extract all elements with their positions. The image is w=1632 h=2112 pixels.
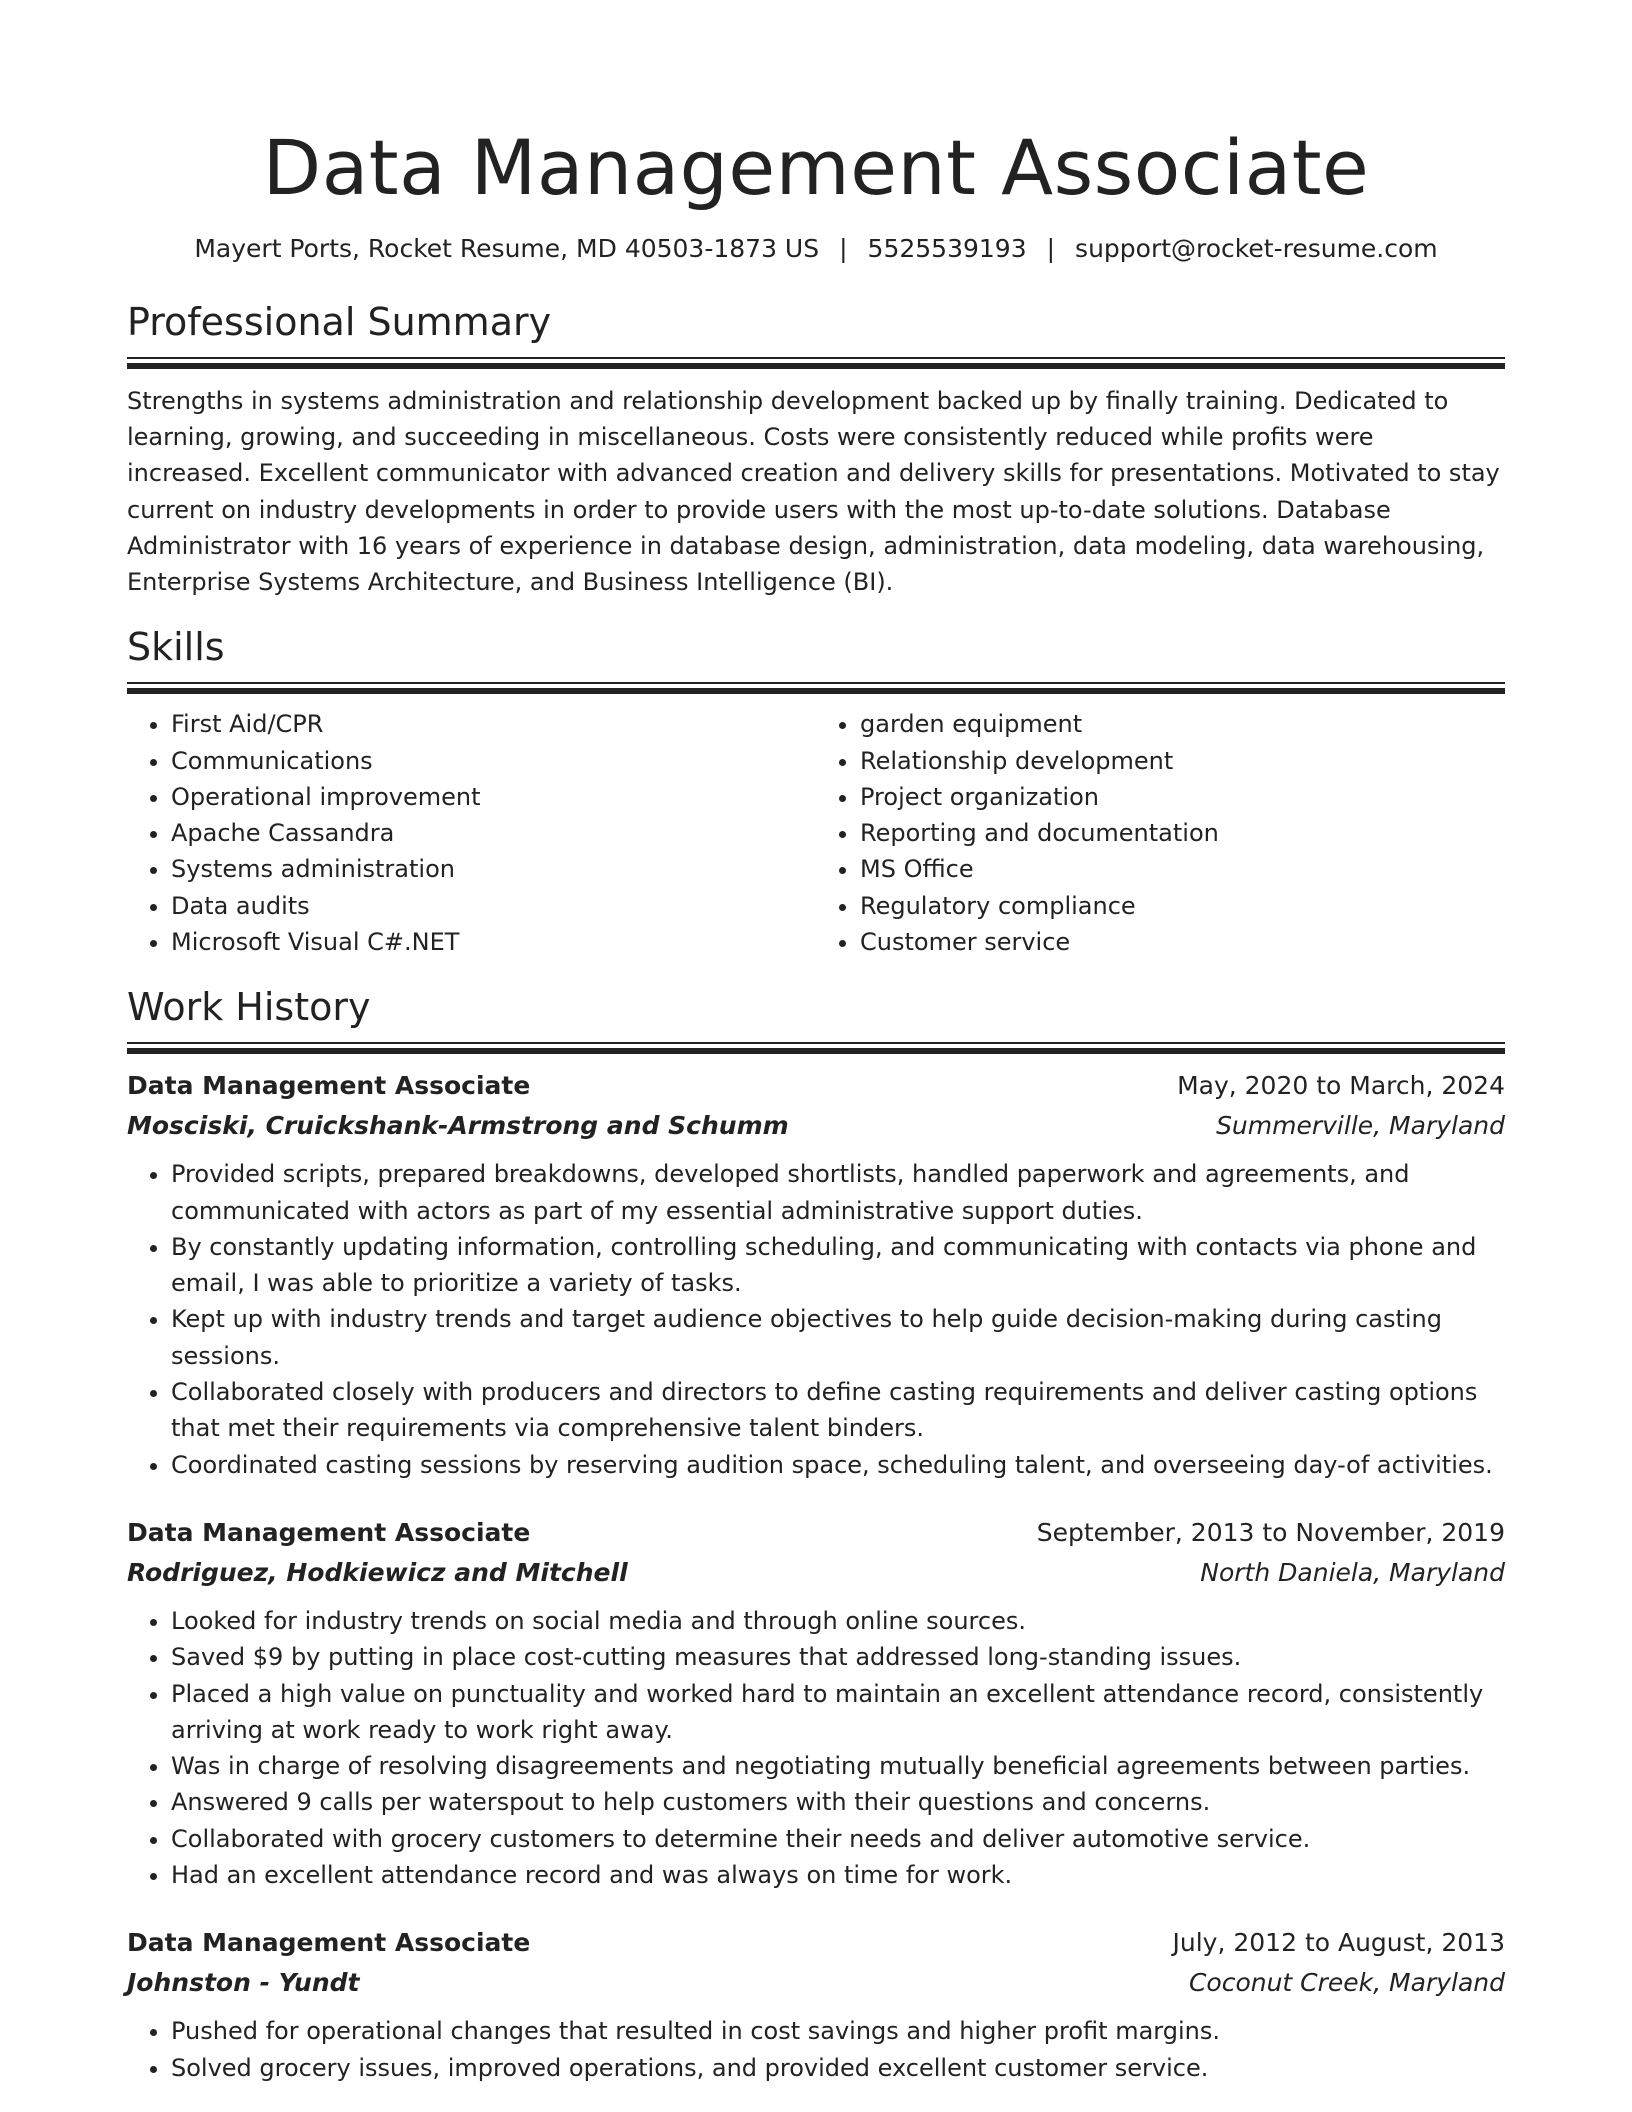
contact-separator: | [1046,234,1056,263]
job-bullets [127,1156,1505,1483]
skills-section [127,622,1505,960]
job-bullet: • Solved grocery issues, improved operations, and provided excellent customer service. [171,2050,1505,2086]
skill-item: • Apache Cassandra [171,815,816,851]
job-company: Mosciski, Cruickshank-Armstrong and Schumm [127,1111,789,1141]
job-bullet: • Looked for industry trends on social media and through online sources. [171,1603,1505,1639]
job-dates: July, 2012 to August, 2013 [1172,1928,1505,1958]
job-entry [127,1513,1505,1893]
job-title: Data Management Associate [127,1071,531,1101]
skill-item: • MS Office [860,851,1505,887]
skill-item: • Systems administration [171,851,816,887]
job-dates: September, 2013 to November, 2019 [1036,1517,1505,1547]
job-location: North Daniela, Maryland [1200,1557,1505,1587]
job-company-row [127,1553,1505,1593]
skills-columns [127,706,1505,960]
job-entry [127,1923,1505,2086]
skill-item: • Communications [171,743,816,779]
job-company-row [127,1963,1505,2003]
job-bullet: • Had an excellent attendance record and was always on time for work. [171,1857,1505,1893]
skill-item: • garden equipment [860,706,1505,742]
skill-item: • Customer service [860,924,1505,960]
skill-item: • First Aid/CPR [171,706,816,742]
job-company: Johnston - Yundt [127,1968,360,1998]
contact-email: support@rocket-resume.com [1075,234,1438,263]
summary-heading: Professional Summary [127,300,552,344]
job-entry [127,1066,1505,1483]
job-header-row [127,1923,1505,1963]
work-section [127,982,1505,2086]
job-location: Coconut Creek, Maryland [1188,1968,1505,1998]
skill-item: • Reporting and documentation [860,815,1505,851]
section-divider [127,682,1505,694]
skill-item: • Regulatory compliance [860,888,1505,924]
job-bullets [127,1603,1505,1893]
job-title: Data Management Associate [127,1928,531,1958]
skill-item: • Operational improvement [171,779,816,815]
job-bullet: • Collaborated closely with producers and directors to define casting requirements and deliver casting options that met their requirements via comprehensive talent binders. [171,1374,1505,1447]
job-bullet: • Was in charge of resolving disagreements and negotiating mutually beneficial agreements between parties. [171,1748,1505,1784]
job-bullet: • Kept up with industry trends and target audience objectives to help guide decision-making during casting sessions. [171,1301,1505,1374]
contact-phone: 5525539193 [867,234,1027,263]
job-bullet: • By constantly updating information, controlling scheduling, and communicating with contacts via phone and email, I was able to prioritize a variety of tasks. [171,1229,1505,1302]
section-divider [127,357,1505,369]
job-company-row [127,1106,1505,1146]
job-bullet: • Collaborated with grocery customers to determine their needs and deliver automotive service. [171,1821,1505,1857]
job-bullet: • Saved $9 by putting in place cost-cutting measures that addressed long-standing issues. [171,1639,1505,1675]
summary-text: Strengths in systems administration and relationship development backed up by finally training. Dedicated to learning, growing, and succeeding in miscellaneous. Costs were consistently reduced while profits were increased. Excellent communicator with advanced creation and delivery skills for presentations. Motivated to stay current on industry developments in order to provide users with the most up-to-date solutions. Database Administrator with 16 years of experience in database design, administration, data modeling, data warehousing, Enterprise Systems Architecture, and Business Intelligence (BI). [127,387,1500,597]
job-bullet: • Pushed for operational changes that resulted in cost savings and higher profit margins. [171,2013,1505,2049]
skill-item: • Microsoft Visual C#.NET [171,924,816,960]
job-bullet: • Coordinated casting sessions by reserving audition space, scheduling talent, and overseeing day-of activities. [171,1447,1505,1483]
job-header-row [127,1066,1505,1106]
job-dates: May, 2020 to March, 2024 [1177,1071,1505,1101]
job-header-row [127,1513,1505,1553]
job-location: Summerville, Maryland [1216,1111,1505,1141]
job-title: Data Management Associate [127,1517,531,1547]
contact-line [127,232,1505,266]
skill-item: • Data audits [171,888,816,924]
contact-address: Mayert Ports, Rocket Resume, MD 40503-1873 US [194,234,820,263]
section-divider [127,1042,1505,1054]
skills-list-left [127,706,816,960]
contact-separator: | [839,234,848,263]
job-bullet: • Placed a high value on punctuality and worked hard to maintain an excellent attendance record, consistently arriving at work ready to work right away. [171,1676,1505,1749]
skills-heading: Skills [127,625,225,670]
job-bullet: • Answered 9 calls per waterspout to help customers with their questions and concerns. [171,1784,1505,1820]
resume-title: Data Management Associate [262,123,1370,212]
work-heading: Work History [127,985,371,1030]
summary-section [127,297,1505,600]
job-bullets [127,2013,1505,2086]
skills-list-right [816,706,1505,960]
skill-item: • Project organization [860,779,1505,815]
job-bullet: • Provided scripts, prepared breakdowns, developed shortlists, handled paperwork and agreements, and communicated with actors as part of my essential administrative support duties. [171,1156,1505,1229]
skill-item: • Relationship development [860,743,1505,779]
job-company: Rodriguez, Hodkiewicz and Mitchell [127,1557,628,1587]
